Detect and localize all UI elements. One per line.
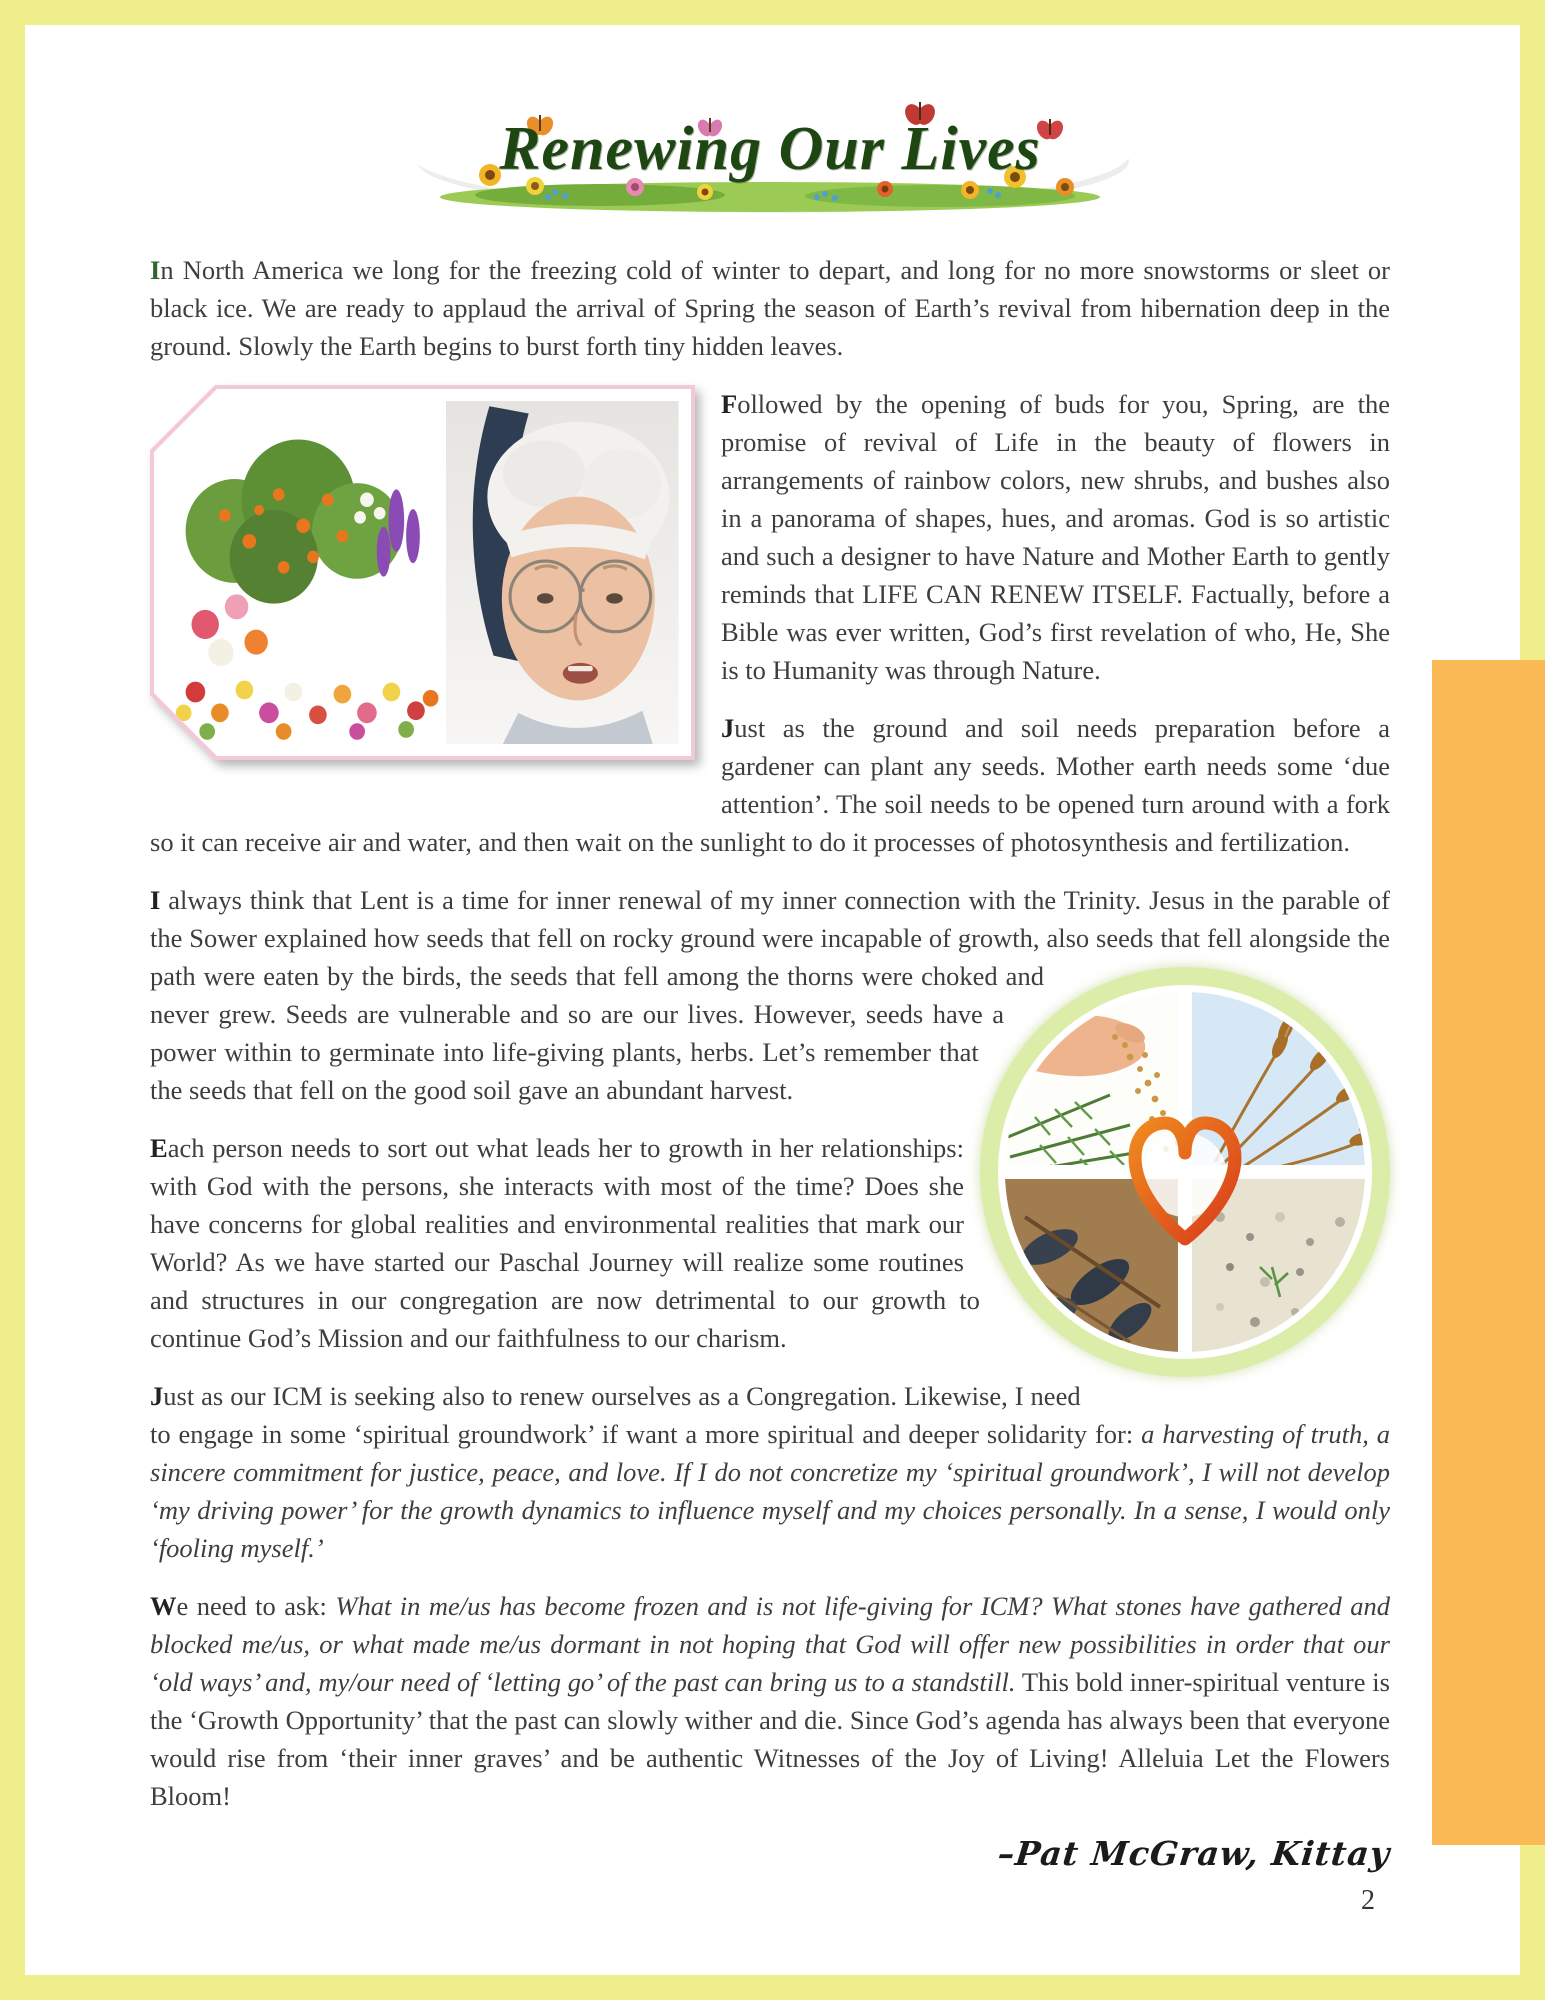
seed-sowing-circle-image — [980, 967, 1390, 1377]
paragraph-ask-lead: We need to ask: — [150, 1591, 336, 1621]
seed-circle-illustration — [980, 967, 1390, 1377]
page-number: 2 — [1361, 1885, 1375, 1916]
paragraph-lent-rest: path were eaten by the birds, the seeds that fell among the thorns were choked and never grew. Seeds are vulnerable and so are our lives. However, seeds have a power within to germinate into life-giving plants, herbs. Let’s remember that the seeds that fell on the good soil gave an abundant harvest. — [150, 961, 1044, 1105]
paragraph-icm — [150, 1377, 1390, 1567]
page-sheet — [25, 25, 1520, 1975]
mouth — [563, 663, 598, 684]
paragraph-lent — [150, 881, 1390, 1109]
paragraph-icm-regular: Just as our ICM is seeking also to renew ourselves as a Congregation. Likewise, I need to engage in some ‘spiritual groundwork’ if want a more spiritual and deeper solidarity for: — [150, 1381, 1142, 1449]
paragraph-intro: In North America we long for the freezing cold of winter to depart, and long for no more snowstorms or sleet or black ice. We are ready to applaud the arrival of Spring the season of Earth’s revival from hibernation deep in the ground. Slowly the Earth begins to burst forth tiny hidden leaves. — [150, 255, 1390, 361]
page-title: Renewing Our Lives — [499, 114, 1041, 183]
flower-garden-photo — [166, 401, 440, 744]
paragraph-soil: Just as the ground and soil needs preparation before a gardener can plant any seeds. Mother earth needs some ‘due attention’. The soil needs to be opened turn around with a fork so it can receive air and water, and then wait on the sunlight to do it processes of photosynthesis and fertilization. — [150, 713, 1390, 857]
paragraph-ask-italic: What in me/us has become frozen and is not life-giving for ICM? What stones have gathered and blocked me/us, or what made me/us dormant in not hoping that God will offer new possibilities in order that our ‘old ways’ and, my/our need of ‘letting go’ of the past can bring us to a standstill. — [150, 1591, 1390, 1697]
author-signature: –Pat McGraw, Kittay — [995, 1834, 1393, 1873]
flowers-portrait-photo — [150, 385, 695, 760]
photo-pink-frame — [150, 385, 695, 760]
paragraph-ask-rest: This bold inner-spiritual venture is the ‘Growth Opportunity’ that the past can slowly wither and die. Since God’s agenda has always been that everyone would rise from ‘their inner graves’ and be authentic Witnesses of the Joy of Living! Alleluia Let the Flowers Bloom! — [150, 1667, 1390, 1811]
paragraph-growth: Each person needs to sort out what leads her to growth in her relationships: with God with the persons, she interacts with most of the time? Does she have concerns for global realities and environmental realities that mark our World? As we have started our Paschal Journey will realize some routines and structures in our congregation are now detrimental to our growth to continue God’s Mission and our faithfulness to our charism. — [150, 1133, 980, 1353]
paragraph-ask — [150, 1587, 1390, 1815]
orange-sidebar-accent — [1432, 660, 1545, 1845]
paragraph-spring: Followed by the opening of buds for you, Spring, are the promise of revival of Life in the beauty of flowers in arrangements of rainbow colors, new shrubs, and bushes also in a panorama of shapes, hues, and aromas. God is so artistic and such a designer to have Nature and Mother Earth to gently reminds that LIFE CAN RENEW ITSELF. Factually, before a Bible was ever written, God’s first revelation of who, He, She is to Humanity was through Nature. — [721, 389, 1390, 685]
sister-portrait-photo — [446, 401, 679, 744]
page-content — [25, 25, 1520, 1975]
photo-white-mat — [154, 389, 691, 756]
paragraph-lent-intro: I always think that Lent is a time for inner renewal of my inner connection with the Trinity. Jesus in the parable of the Sower explained how seeds that fell on rocky ground were incapable of growth, also seeds that fell alongside the — [150, 885, 1390, 953]
title-banner — [405, 95, 1135, 215]
paragraph-icm-italic: a harvesting of truth, a sincere commitment for justice, peace, and love. If I do not concretize my ‘spiritual groundwork’, I will not develop ‘my driving power’ for the growth dynamics to influence myself and my choices personally. In a sense, I would only ‘fooling myself.’ — [150, 1419, 1390, 1563]
article-body — [150, 251, 1393, 1873]
